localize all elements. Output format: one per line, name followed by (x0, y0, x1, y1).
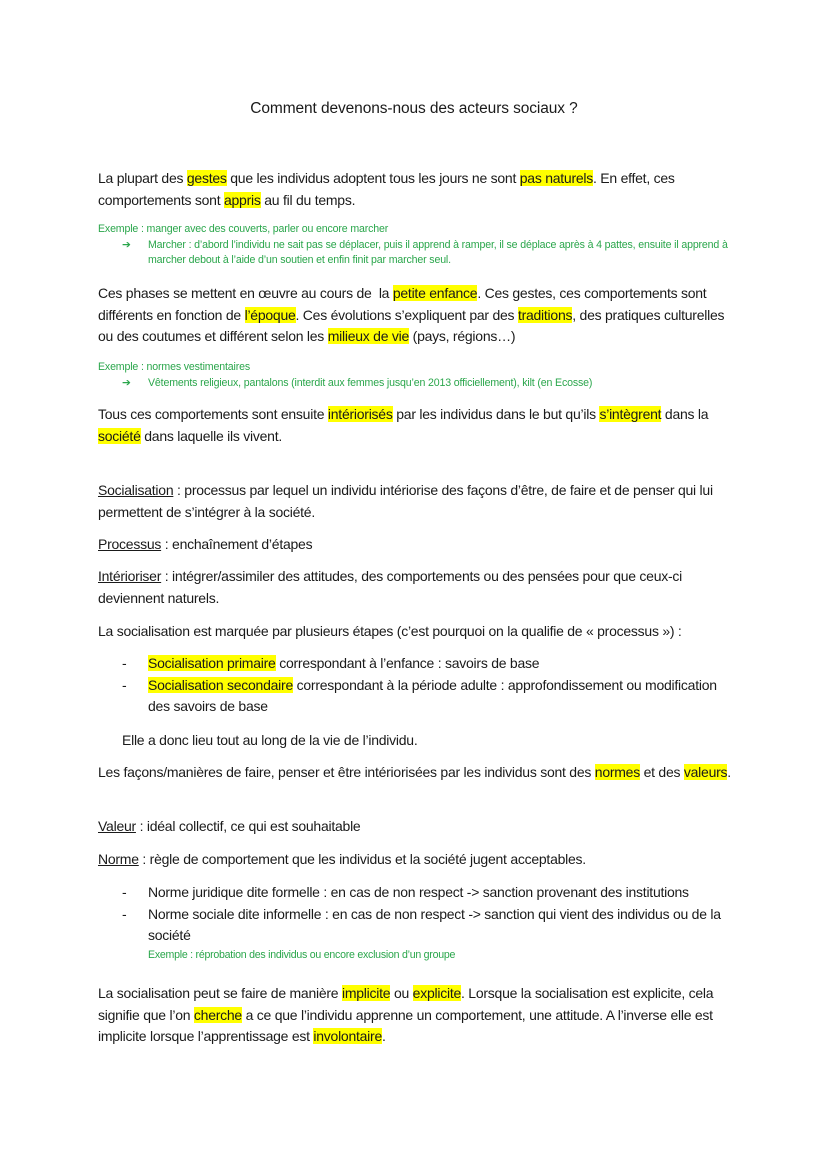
paragraph-tout-au-long: Elle a donc lieu tout au long de la vie de l’individu. (122, 732, 418, 748)
highlight-s-integrent: s’intègrent (599, 406, 662, 422)
dash-bullet-icon: - (122, 655, 127, 671)
definition-term: Socialisation (98, 482, 174, 498)
text: a ce que l’individu apprenne un comportement, une attitude. A l’inverse elle est implicite lorsque l’apprentissage est (98, 1006, 713, 1044)
text: Tous ces comportements sont ensuite (98, 406, 328, 422)
text: . Ces gestes, ces comportements sont différents en fonction de (98, 285, 707, 323)
norm-types-list (98, 882, 738, 963)
highlight-explicite: explicite (412, 985, 462, 1001)
highlight-societe: société (98, 427, 141, 444)
paragraph-etapes: La socialisation est marquée par plusieurs étapes (c’est pourquoi on la qualifie de « processus ») : (98, 623, 682, 639)
text: au fil du temps. (260, 191, 356, 208)
definition-valeur (98, 816, 738, 838)
definition-term: Valeur (98, 818, 136, 834)
list-item-text: Norme sociale dite informelle : en cas de non respect -> sanction qui vient des individus ou de la société (148, 905, 721, 943)
text: (pays, régions…) (409, 328, 516, 344)
arrow-right-icon: ➔ (122, 376, 131, 389)
highlight-gestes: gestes (186, 170, 227, 186)
highlight-appris: appris (223, 191, 261, 208)
paragraph-phases (98, 283, 738, 348)
highlight-pas-naturels: pas naturels (519, 170, 594, 186)
example-detail (98, 376, 748, 392)
list-item-text: correspondant à la période adulte : approfondissement ou modification des savoirs de base (148, 676, 717, 714)
paragraph-normes-valeurs (98, 762, 738, 784)
definition-term: Intérioriser (98, 568, 162, 584)
list-item-text: correspondant à l’enfance : savoirs de base (275, 655, 540, 671)
paragraph-interiorises (98, 404, 738, 447)
highlight-petite-enfance: petite enfance (392, 285, 478, 301)
list-item (98, 882, 738, 904)
definition-text: : idéal collectif, ce qui est souhaitable (135, 818, 361, 834)
example-line: Exemple : manger avec des couverts, parler ou encore marcher (98, 223, 389, 235)
definition-term: Norme (98, 851, 139, 867)
example-block-2 (98, 360, 748, 391)
highlight-implicite: implicite (341, 985, 391, 1001)
dash-bullet-icon: - (122, 884, 127, 900)
text: Ces phases se mettent en œuvre au cours de la (98, 285, 393, 301)
text: par les individus dans le but qu’ils (392, 406, 600, 422)
list-item-text: Norme juridique dite formelle : en cas de non respect -> sanction provenant des institutions (148, 884, 689, 900)
list-item (98, 904, 738, 963)
text: La socialisation peut se faire de manière (98, 985, 342, 1001)
example-detail (98, 238, 748, 269)
text: dans la (661, 406, 709, 422)
highlight-socialisation-primaire: Socialisation primaire (148, 655, 276, 671)
text: . (727, 764, 731, 780)
text: que les individus adoptent tous les jours ne sont (226, 170, 520, 186)
definition-text: : règle de comportement que les individus et la société jugent acceptables. (138, 851, 586, 867)
text: , des pratiques culturelles ou des coutumes et différent selon les (98, 306, 725, 344)
page-title: Comment devenons-nous des acteurs sociaux ? (250, 100, 578, 117)
example-detail-text: Marcher : d’abord l’individu ne sait pas se déplacer, puis il apprend à ramper, il se déplace après à 4 pattes, ensuite il apprend à marcher debout à l’aide d’un soutien et enfin finit par marcher seul. (148, 238, 728, 266)
list-item (98, 675, 738, 718)
stages-list (98, 653, 738, 718)
text: et des (639, 764, 684, 780)
highlight-involontaire: involontaire (313, 1028, 382, 1044)
text: . Lorsque la socialisation est explicite, cela signifie que l’on (98, 985, 714, 1023)
example-line: Exemple : réprobation des individus ou encore exclusion d’un groupe (148, 948, 456, 961)
text: . (382, 1028, 386, 1044)
dash-bullet-icon: - (122, 905, 127, 922)
text: dans laquelle ils vivent. (140, 427, 282, 444)
definition-processus (98, 534, 738, 556)
definition-term: Processus (98, 536, 162, 552)
highlight-cherche: cherche (193, 1006, 242, 1023)
paragraph-gestes (98, 168, 738, 211)
list-item (98, 653, 738, 675)
example-line: Exemple : normes vestimentaires (98, 361, 250, 373)
paragraph-implicite-explicite (98, 983, 738, 1048)
text: ou (390, 985, 413, 1001)
highlight-epoque: l’époque (244, 306, 296, 323)
dash-bullet-icon: - (122, 676, 127, 693)
example-block-1 (98, 222, 748, 269)
definition-socialisation (98, 480, 738, 523)
highlight-traditions: traditions (517, 306, 573, 323)
definition-norme (98, 849, 738, 871)
highlight-normes: normes (594, 764, 640, 780)
text: . En effet, ces comportements sont (98, 170, 675, 208)
text: La plupart des (98, 170, 187, 186)
arrow-right-icon: ➔ (122, 238, 131, 251)
highlight-valeurs: valeurs (683, 764, 728, 780)
definition-text: : processus par lequel un individu intériorise des façons d’être, de faire et de penser qui lui permettent de s’intégrer à la société. (98, 482, 713, 520)
definition-interioriser (98, 566, 738, 609)
definition-text: : enchaînement d’étapes (161, 536, 313, 552)
text: Les façons/manières de faire, penser et être intériorisées par les individus sont des (98, 764, 595, 780)
highlight-milieux-de-vie: milieux de vie (327, 328, 410, 344)
example-detail-text: Vêtements religieux, pantalons (interdit aux femmes jusqu’en 2013 officiellement), kilt (en Ecosse) (148, 376, 593, 389)
highlight-socialisation-secondaire: Socialisation secondaire (148, 676, 293, 693)
text: . Ces évolutions s’expliquent par des (295, 306, 518, 323)
highlight-interiorises: intériorisés (327, 406, 393, 422)
definition-text: : intégrer/assimiler des attitudes, des comportements ou des pensées pour que ceux-ci deviennent naturels. (98, 568, 683, 606)
